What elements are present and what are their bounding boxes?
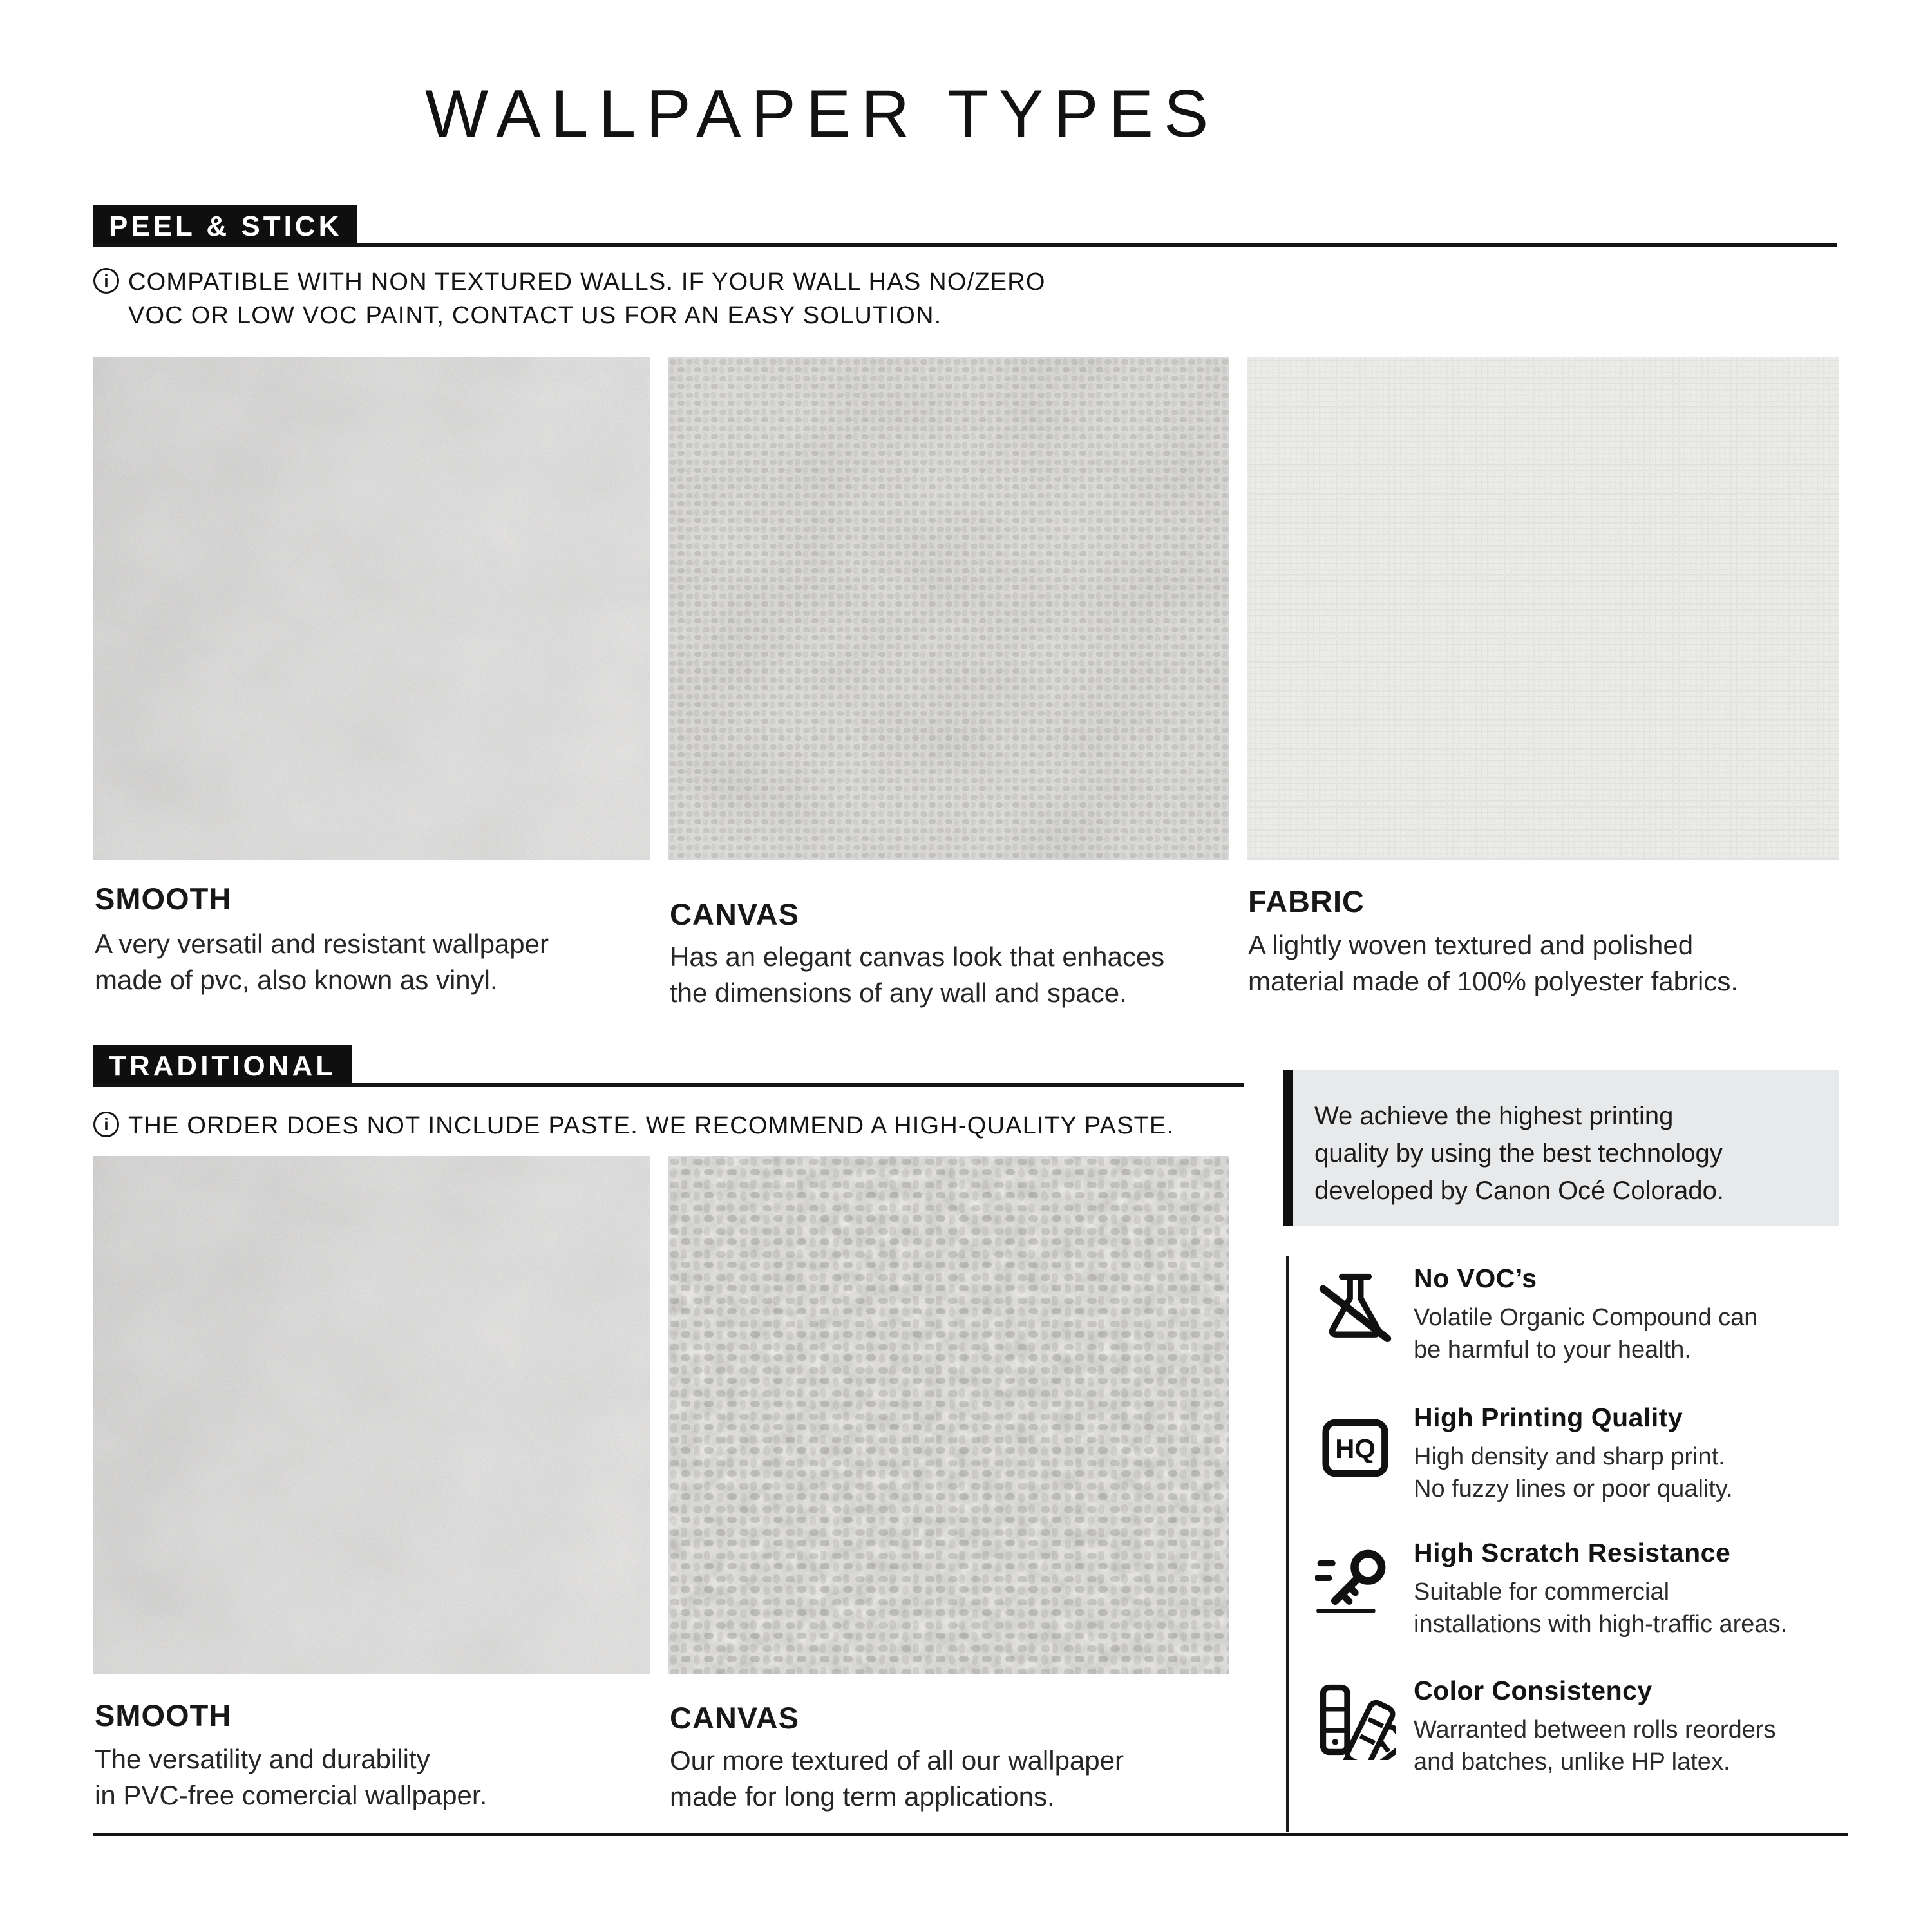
canvas-texture-image [668, 357, 1229, 860]
swatch-name: CANVAS [670, 897, 799, 931]
desc-line: A very versatil and resistant wallpaper [95, 929, 549, 959]
smooth-texture-image [93, 357, 650, 860]
swatch-name: SMOOTH [95, 882, 232, 916]
svg-text:HQ: HQ [1335, 1434, 1376, 1464]
info-icon: i [93, 1112, 119, 1137]
highlight-line: quality by using the best technology [1314, 1139, 1723, 1168]
swatch-name: CANVAS [670, 1701, 799, 1735]
swatch-description [1248, 927, 1738, 999]
desc-line: Volatile Organic Compound can [1414, 1304, 1758, 1331]
feature-color-consistency [1414, 1676, 1864, 1778]
swatch-description [670, 1743, 1124, 1815]
desc-line: Suitable for commercial [1414, 1578, 1670, 1605]
feature-description [1414, 1714, 1864, 1778]
scratch-key-icon [1315, 1540, 1396, 1621]
highlight-line: developed by Canon Océ Colorado. [1314, 1177, 1724, 1205]
feature-title: Color Consistency [1414, 1676, 1653, 1705]
swatch-description [670, 939, 1164, 1011]
page-title: WALLPAPER TYPES [425, 77, 1219, 151]
desc-line: High density and sharp print. [1414, 1443, 1725, 1470]
info-icon: i [93, 268, 119, 294]
note-line: COMPATIBLE WITH NON TEXTURED WALLS. IF YOUR WALL HAS NO/ZERO [128, 269, 1046, 296]
swatch-name: SMOOTH [95, 1698, 232, 1732]
highlight-line: We achieve the highest printing [1314, 1102, 1674, 1130]
section-badge-peel-and-stick: PEEL & STICK [93, 205, 357, 247]
swatch-name: FABRIC [1248, 884, 1365, 918]
feature-high-scratch-resistance [1414, 1538, 1864, 1640]
smooth-texture-swatch [93, 357, 650, 860]
smooth-traditional-texture-image [93, 1156, 650, 1674]
traditional-note-text [128, 1109, 1174, 1142]
peel-section-rule [93, 243, 1837, 247]
desc-line: installations with high-traffic areas. [1414, 1611, 1788, 1638]
footer-rule [93, 1833, 1848, 1836]
desc-line: A lightly woven textured and polished [1248, 930, 1694, 960]
printing-quality-highlight [1283, 1070, 1839, 1226]
note-line: VOC OR LOW VOC PAINT, CONTACT US FOR AN EASY SOLUTION. [128, 302, 942, 329]
traditional-section-rule [93, 1083, 1244, 1087]
peel-compatibility-note [93, 265, 1046, 332]
color-swatches-icon [1315, 1680, 1396, 1760]
desc-line: material made of 100% polyester fabrics. [1248, 966, 1739, 996]
fabric-texture-swatch [1247, 357, 1839, 860]
canvas-traditional-texture-swatch [668, 1156, 1229, 1674]
features-divider-line [1286, 1256, 1289, 1832]
feature-title: No VOC’s [1414, 1264, 1537, 1293]
hq-badge-icon [1315, 1408, 1396, 1488]
section-badge-traditional: TRADITIONAL [93, 1045, 352, 1087]
desc-line: made for long term applications. [670, 1781, 1055, 1812]
feature-description [1414, 1302, 1864, 1366]
swatch-description [95, 926, 549, 998]
feature-title: High Scratch Resistance [1414, 1538, 1731, 1567]
desc-line: and batches, unlike HP latex. [1414, 1748, 1730, 1776]
canvas-texture-swatch [668, 357, 1229, 860]
desc-line: Has an elegant canvas look that enhaces [670, 942, 1165, 972]
feature-title: High Printing Quality [1414, 1403, 1683, 1432]
desc-line: No fuzzy lines or poor quality. [1414, 1475, 1733, 1502]
fabric-texture-image [1247, 357, 1839, 860]
traditional-paste-note [93, 1109, 1174, 1142]
desc-line: Our more textured of all our wallpaper [670, 1745, 1124, 1776]
feature-description [1414, 1441, 1864, 1505]
desc-line: in PVC-free comercial wallpaper. [95, 1780, 488, 1810]
swatch-description [95, 1741, 487, 1814]
peel-note-text [128, 265, 1046, 332]
desc-line: be harmful to your health. [1414, 1336, 1691, 1363]
feature-description [1414, 1576, 1864, 1640]
feature-high-printing-quality [1414, 1403, 1864, 1505]
feature-no-vocs [1414, 1264, 1864, 1366]
desc-line: the dimensions of any wall and space. [670, 978, 1127, 1008]
no-voc-flask-icon [1315, 1267, 1396, 1348]
desc-line: The versatility and durability [95, 1744, 430, 1774]
note-line: THE ORDER DOES NOT INCLUDE PASTE. WE RECOMMEND A HIGH-QUALITY PASTE. [128, 1112, 1175, 1139]
canvas-traditional-texture-image [668, 1156, 1229, 1674]
desc-line: Warranted between rolls reorders [1414, 1716, 1776, 1743]
desc-line: made of pvc, also known as vinyl. [95, 965, 498, 995]
smooth-traditional-texture-swatch [93, 1156, 650, 1674]
